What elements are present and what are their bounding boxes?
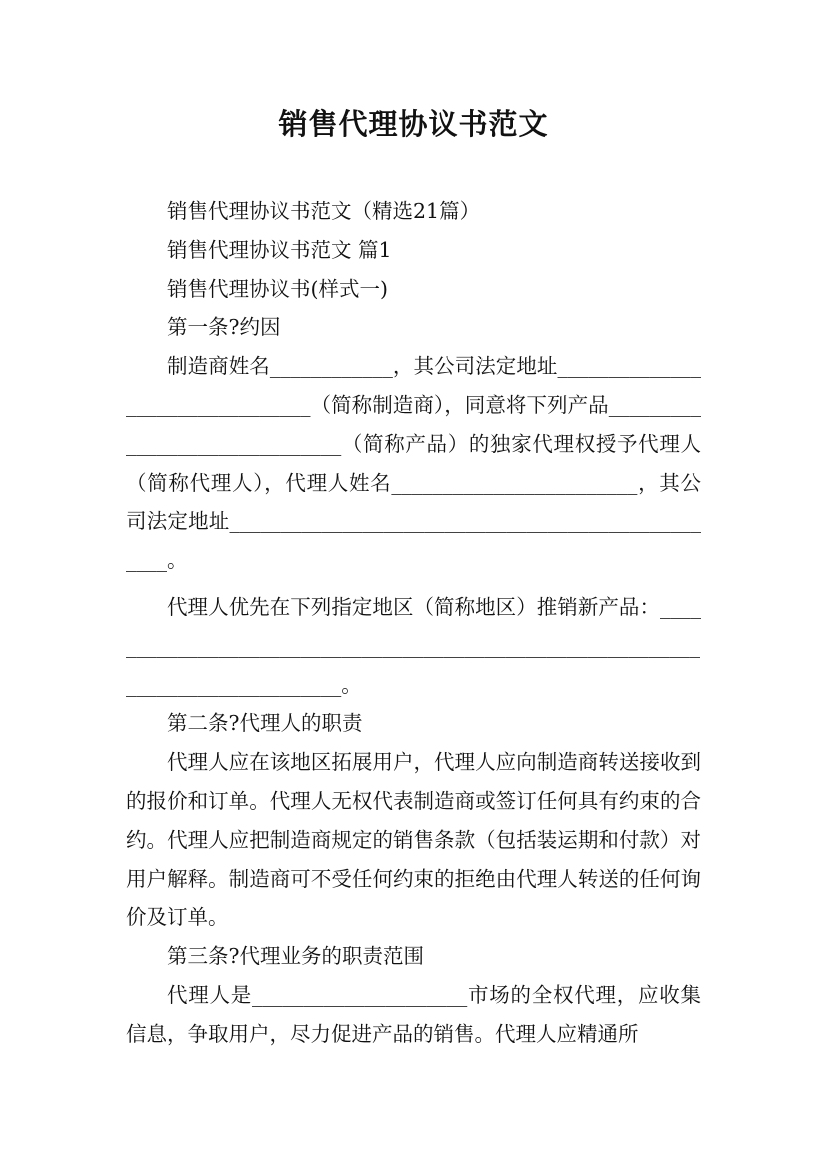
clause-2-heading: 第二条?代理人的职责 — [167, 711, 363, 736]
paragraph-section-heading: 销售代理协议书范文 篇1 — [167, 237, 392, 262]
paragraph-subtitle: 销售代理协议书范文（精选21篇） — [167, 199, 481, 223]
clause-2-body: 代理人应在该地区拓展用户，代理人应向制造商转送接收到的报价和订单。代理人无权代表制造商或签订任何具有约束的合约。代理人应把制造商规定的销售条款（包括装运期和付款）对用户解释。制造商可不受任何约束的拒绝由代理人转送的任何询价及订单。 — [126, 750, 701, 930]
clause-1-body: 制造商姓名____________，其公司法定地址________________________________（简称制造商），同意将下列产品______________________________（简称产品）的独家代理权授予代理人（简称代理人），代理人姓名________________________，其公司法定地址__________________________________________________。 — [126, 354, 701, 573]
document-body — [126, 192, 701, 1054]
clause-3-body: 代理人是_____________________市场的全权代理，应收集信息，争取用户，尽力促进产品的销售。代理人应精通所 — [126, 982, 701, 1046]
clause-3-heading: 第三条?代理业务的职责范围 — [167, 944, 424, 969]
paragraph-agreement-style: 销售代理协议书(样式一) — [167, 276, 388, 301]
territory-paragraph: 代理人优先在下列指定地区（简称地区）推销新产品：_________________________________________________________________________________。 — [126, 594, 701, 697]
clause-1-heading: 第一条?约因 — [167, 315, 281, 340]
document-title: 销售代理协议书范文 — [278, 107, 549, 141]
